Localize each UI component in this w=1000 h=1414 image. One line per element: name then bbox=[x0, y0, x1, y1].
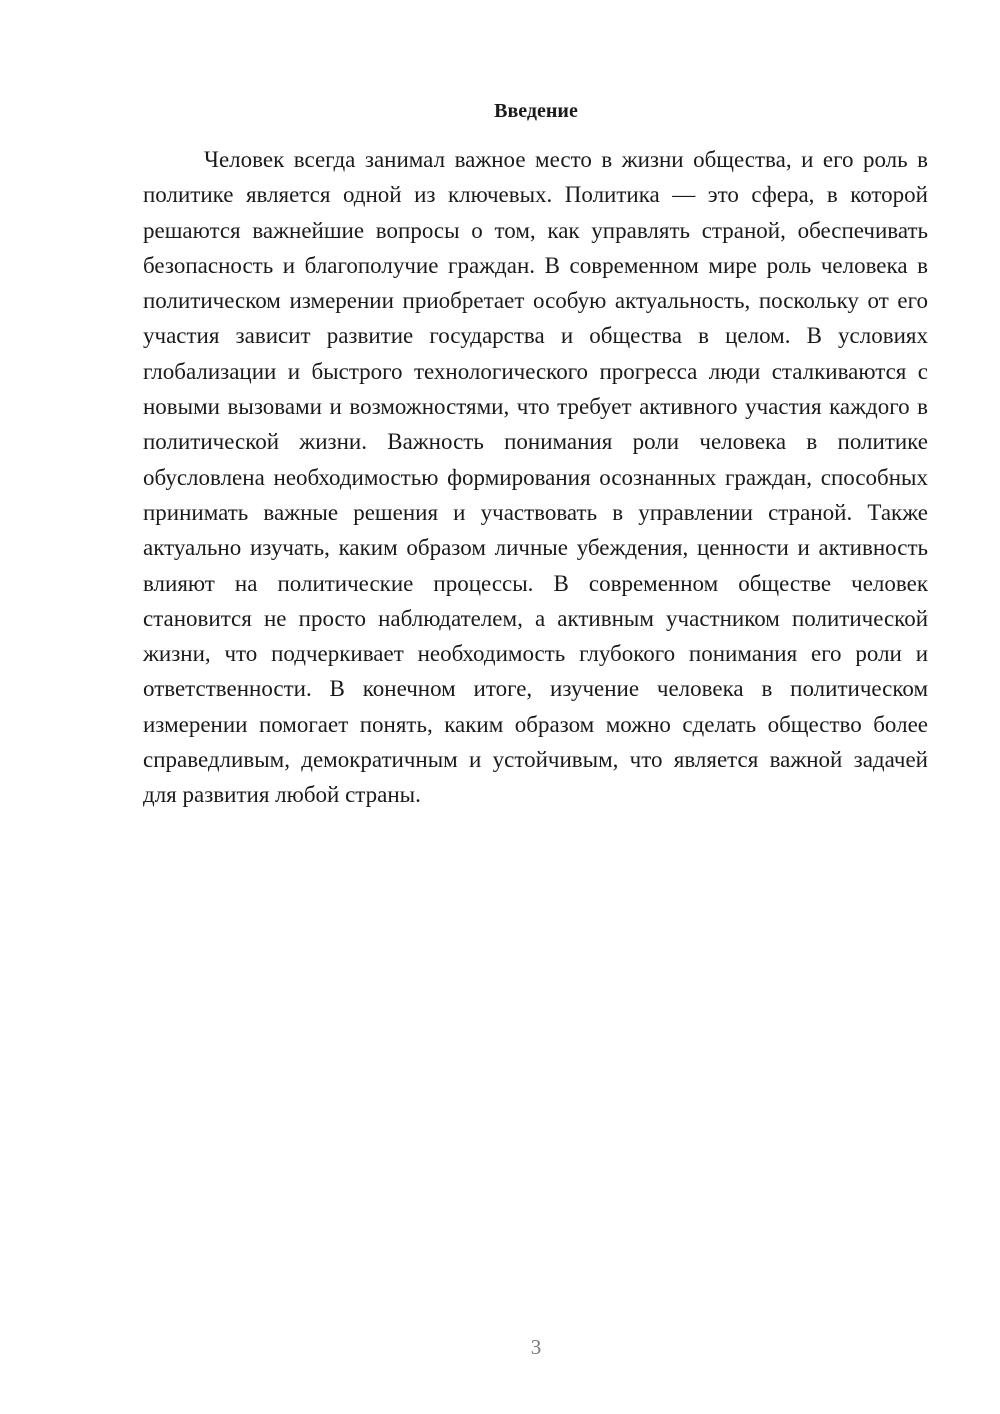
section-heading: Введение bbox=[494, 100, 578, 122]
body-paragraph: Человек всегда занимал важное место в жизни общества, и его роль в политике является одной из ключевых. Политика — это сфера, в которой решаются важнейшие вопросы о том, как управлять страной, обеспечивать безопасность и благополучие граждан. В современном мире роль человека в политическом измерении приобретает особую актуальность, поскольку от его участия зависит развитие государства и общества в целом. В условиях глобализации и быстрого технологического прогресса люди сталкиваются с новыми вызовами и возможностями, что требует активного участия каждого в политической жизни. Важность понимания роли человека в политике обусловлена необходимостью формирования осознанных граждан, способных принимать важные решения и участвовать в управлении страной. Также актуально изучать, каким образом личные убеждения, ценности и активность влияют на политические процессы. В современном обществе человек становится не просто наблюдателем, а активным участником политической жизни, что подчеркивает необходимость глубокого понимания его роли и ответственности. В конечном итоге, изучение человека в политическом измерении помогает понять, каким образом можно сделать общество более справедливым, демократичным и устойчивым, что является важной задачей для развития любой страны. bbox=[143, 147, 928, 808]
page-number: 3 bbox=[530, 1335, 542, 1359]
